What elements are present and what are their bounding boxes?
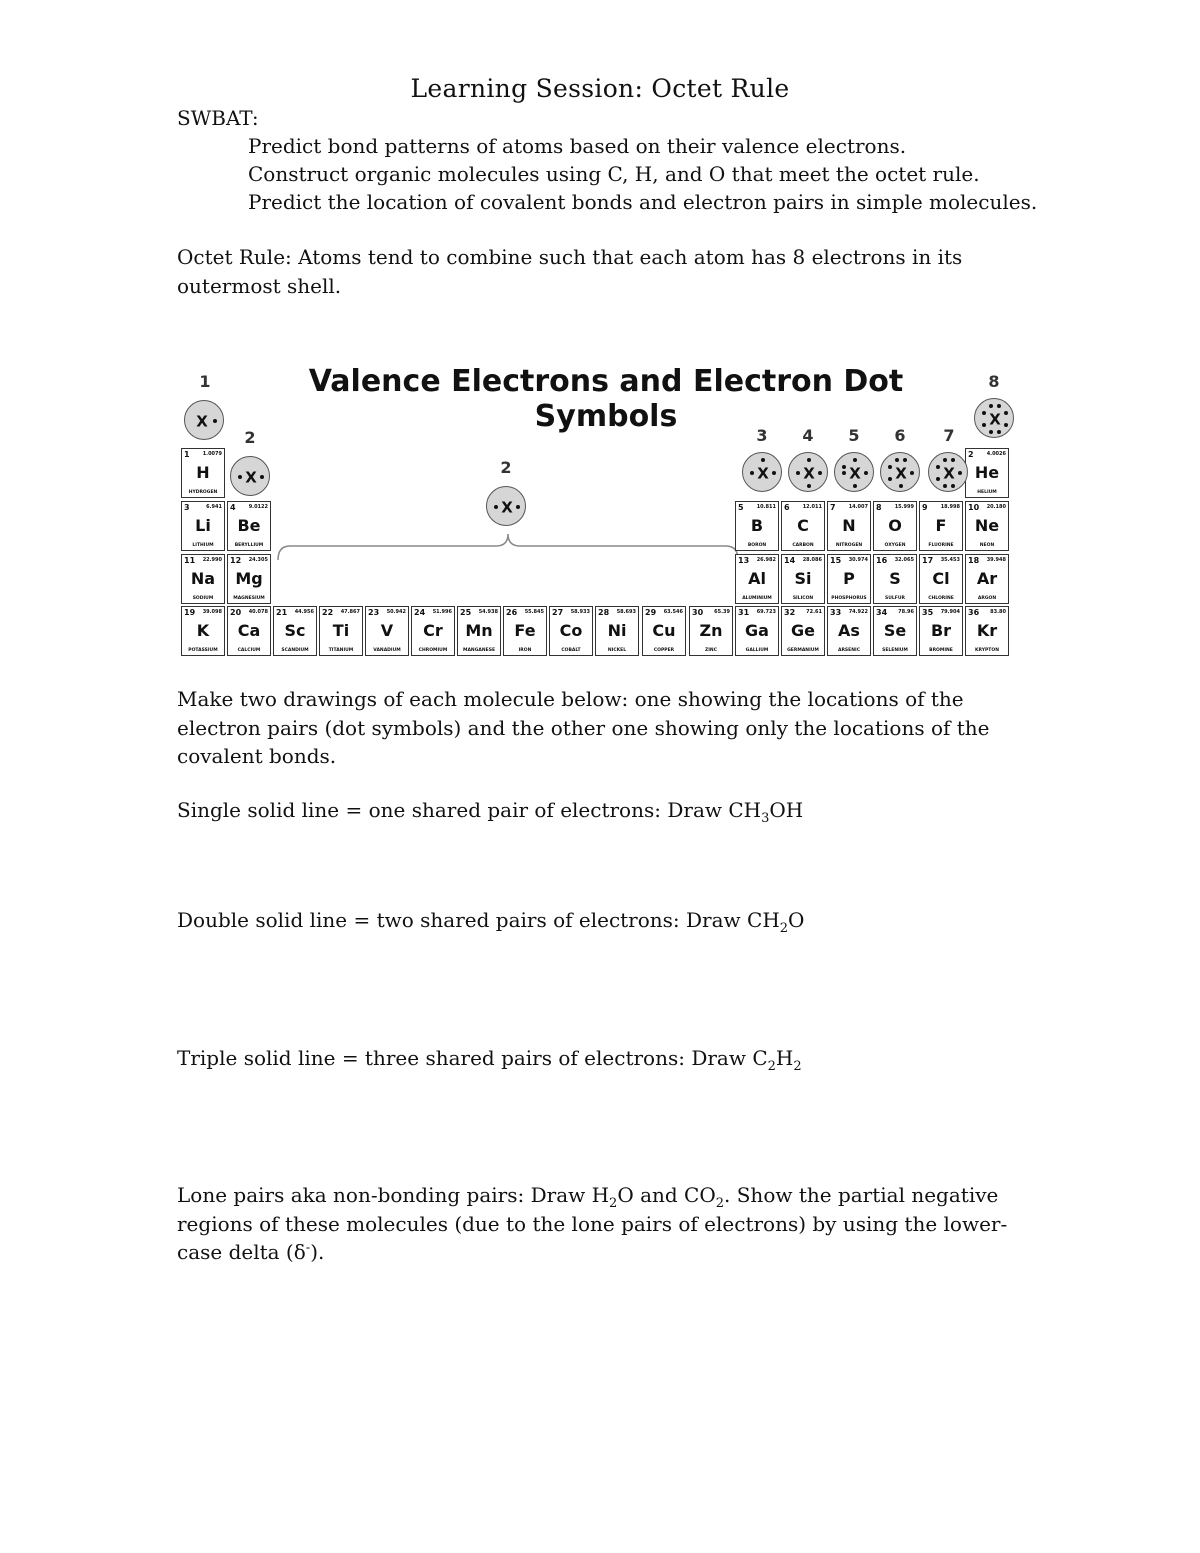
element-symbol: Al <box>748 569 766 588</box>
element-name: SULFUR <box>885 596 905 601</box>
dot-symbol-transition <box>486 486 526 526</box>
element-name: SELENIUM <box>882 648 908 653</box>
lone-pairs-superscript: - <box>305 1240 311 1256</box>
electron-dot <box>853 484 857 488</box>
atomic-mass: 10.811 <box>756 504 776 510</box>
atomic-number: 16 <box>876 556 888 565</box>
element-symbol: Ca <box>237 621 261 640</box>
element-cell-o <box>873 501 917 551</box>
objective-1: Predict bond patterns of atoms based on their valence electrons. <box>248 134 907 158</box>
atomic-mass: 20.180 <box>986 504 1006 510</box>
atomic-number: 22 <box>322 608 334 617</box>
element-symbol: Cl <box>932 569 950 588</box>
dot-symbol-group-7 <box>928 452 968 492</box>
electron-dot <box>213 419 217 423</box>
atomic-mass: 40.078 <box>248 609 268 615</box>
objective-2: Construct organic molecules using C, H, and O that meet the octet rule. <box>248 162 980 186</box>
atomic-number: 9 <box>922 503 928 512</box>
element-cell-br <box>919 606 963 656</box>
electron-dot <box>943 484 947 488</box>
atomic-number: 3 <box>184 503 190 512</box>
electron-dot <box>936 477 940 481</box>
atomic-number: 34 <box>876 608 888 617</box>
atomic-number: 12 <box>230 556 242 565</box>
element-symbol: S <box>889 569 901 588</box>
dot-symbol-group-1 <box>184 400 224 440</box>
element-name: VANADIUM <box>373 648 401 653</box>
electron-dot <box>842 465 846 469</box>
instructions-line-3: covalent bonds. <box>177 744 337 768</box>
element-name: BROMINE <box>929 648 953 653</box>
element-name: POTASSIUM <box>188 648 218 653</box>
element-symbol: Ar <box>976 569 998 588</box>
electron-dot <box>750 471 754 475</box>
element-cell-se <box>873 606 917 656</box>
atomic-mass: 79.904 <box>940 609 960 615</box>
element-symbol: V <box>380 621 394 640</box>
element-cell-mg <box>227 554 271 604</box>
group-label-7: 7 <box>943 426 955 445</box>
double-bond-tail: O <box>788 908 805 932</box>
group-label-3: 3 <box>756 426 768 445</box>
element-symbol: Li <box>195 516 211 535</box>
element-name: BORON <box>747 543 767 548</box>
atomic-number: 18 <box>968 556 980 565</box>
single-bond-tail: OH <box>769 798 804 822</box>
electron-dot <box>260 475 264 479</box>
atomic-mass: 72.61 <box>806 609 822 615</box>
element-symbol: B <box>750 516 764 535</box>
electron-dot <box>807 484 811 488</box>
lone-pairs-text-c: . Show the partial negative <box>724 1183 999 1207</box>
element-symbol: Si <box>794 569 812 588</box>
element-symbol: Ga <box>745 621 769 640</box>
atomic-mass: 18.998 <box>940 504 960 510</box>
atomic-mass: 32.065 <box>894 557 914 563</box>
element-cell-as <box>827 606 871 656</box>
instructions <box>177 685 1037 771</box>
electron-dot <box>997 430 1001 434</box>
atomic-number: 11 <box>184 556 196 565</box>
element-cell-k <box>181 606 225 656</box>
atomic-number: 21 <box>276 608 288 617</box>
element-name: CALCIUM <box>237 648 261 653</box>
dot-symbol-letter: X <box>895 464 907 483</box>
triple-bond-prompt <box>177 1044 802 1072</box>
atomic-mass: 24.305 <box>248 557 268 563</box>
element-name: BERYLLIUM <box>234 543 264 548</box>
atomic-mass: 74.922 <box>848 609 868 615</box>
lone-pairs-line-1 <box>177 1181 1037 1210</box>
atomic-number: 15 <box>830 556 842 565</box>
single-bond-subscript: 3 <box>761 811 770 826</box>
octet-rule-line-1: Octet Rule: Atoms tend to combine such that each atom has 8 electrons in its <box>177 245 963 269</box>
element-name: MAGNESIUM <box>233 596 265 601</box>
electron-dot <box>807 458 811 462</box>
dot-symbol-group-5 <box>834 452 874 492</box>
instructions-line-1: Make two drawings of each molecule below: one showing the locations of the <box>177 687 964 711</box>
element-name: KRYPTON <box>975 648 999 653</box>
element-symbol: Na <box>190 569 216 588</box>
element-cell-na <box>181 554 225 604</box>
atomic-number: 25 <box>460 608 472 617</box>
double-bond-text: Double solid line = two shared pairs of electrons: Draw CH <box>177 908 780 932</box>
atomic-mass: 47.867 <box>340 609 360 615</box>
element-cell-mn <box>457 606 501 656</box>
electron-dot <box>997 404 1001 408</box>
atomic-number: 36 <box>968 608 980 617</box>
atomic-mass: 28.086 <box>802 557 822 563</box>
lone-pairs-sub-b: 2 <box>715 1196 725 1211</box>
atomic-mass: 6.941 <box>206 504 222 510</box>
electron-dot <box>982 411 986 415</box>
element-cell-cl <box>919 554 963 604</box>
electron-dot <box>903 458 907 462</box>
atomic-number: 10 <box>968 503 980 512</box>
atomic-mass: 35.453 <box>940 557 960 563</box>
electron-dot <box>895 458 899 462</box>
element-cell-n <box>827 501 871 551</box>
triple-bond-text: Triple solid line = three shared pairs of electrons: Draw C <box>177 1046 768 1070</box>
electron-dot <box>982 423 986 427</box>
element-name: HYDROGEN <box>188 490 218 495</box>
element-symbol: Mn <box>465 621 493 640</box>
element-name: SCANDIUM <box>281 648 309 653</box>
element-symbol: N <box>842 516 856 535</box>
element-name: HELIUM <box>977 490 997 495</box>
triple-bond-subscript-1: 2 <box>767 1059 776 1074</box>
element-cell-v <box>365 606 409 656</box>
atomic-mass: 39.948 <box>986 557 1006 563</box>
dot-symbol-letter: X <box>943 464 955 483</box>
atomic-number: 1 <box>184 450 190 459</box>
element-cell-ca <box>227 606 271 656</box>
double-bond-subscript: 2 <box>779 921 789 936</box>
element-cell-zn <box>689 606 733 656</box>
electron-dot <box>989 430 993 434</box>
electron-dot <box>951 484 955 488</box>
single-bond-prompt <box>177 796 803 824</box>
group-label-8: 8 <box>988 372 1000 391</box>
element-cell-be <box>227 501 271 551</box>
element-symbol: Zn <box>699 621 723 640</box>
electron-dot <box>842 471 846 475</box>
atomic-mass: 65.39 <box>714 609 730 615</box>
atomic-mass: 50.942 <box>386 609 406 615</box>
element-symbol: As <box>838 621 860 640</box>
element-name: NITROGEN <box>835 543 863 548</box>
element-cell-ar <box>965 554 1009 604</box>
triple-bond-mid: H <box>775 1046 794 1070</box>
element-cell-ne <box>965 501 1009 551</box>
atomic-number: 29 <box>645 608 657 617</box>
element-symbol: Ne <box>974 516 1000 535</box>
electron-dot <box>1004 411 1008 415</box>
atomic-number: 7 <box>830 503 836 512</box>
atomic-number: 4 <box>230 503 236 512</box>
element-symbol: Sc <box>284 621 306 640</box>
swbat-label: SWBAT: <box>177 106 259 130</box>
element-name: NEON <box>979 543 995 548</box>
electron-dot <box>951 458 955 462</box>
element-cell-cu <box>642 606 686 656</box>
atomic-number: 32 <box>784 608 796 617</box>
atomic-mass: 83.80 <box>990 609 1006 615</box>
element-symbol: Kr <box>976 621 998 640</box>
element-name: SILICON <box>792 596 814 601</box>
element-name: NICKEL <box>607 648 627 653</box>
atomic-number: 13 <box>738 556 750 565</box>
atomic-mass: 14.007 <box>848 504 868 510</box>
atomic-mass: 78.96 <box>898 609 914 615</box>
valence-electron-figure <box>176 360 1022 662</box>
atomic-number: 28 <box>598 608 610 617</box>
element-name: CHROMIUM <box>418 648 448 653</box>
dot-symbol-letter: X <box>245 468 257 487</box>
element-symbol: Fe <box>514 621 536 640</box>
group-label-4: 4 <box>802 426 814 445</box>
element-symbol: Mg <box>235 569 263 588</box>
element-name: PHOSPHORUS <box>831 596 867 601</box>
lone-pairs-line-3a: case delta (δ <box>177 1240 306 1264</box>
element-symbol: Be <box>237 516 261 535</box>
element-cell-b <box>735 501 779 551</box>
objective-3: Predict the location of covalent bonds and electron pairs in simple molecules. <box>248 190 1038 214</box>
electron-dot <box>238 475 242 479</box>
electron-dot <box>494 505 498 509</box>
atomic-mass: 39.098 <box>202 609 222 615</box>
element-cell-li <box>181 501 225 551</box>
atomic-number: 30 <box>692 608 704 617</box>
element-name: GALLIUM <box>745 648 769 653</box>
lone-pairs-text-a: Lone pairs aka non-bonding pairs: Draw H <box>177 1183 610 1207</box>
atomic-mass: 22.990 <box>202 557 222 563</box>
atomic-number: 23 <box>368 608 380 617</box>
dot-symbol-group-2 <box>230 456 270 496</box>
group-label-1: 1 <box>199 372 211 391</box>
electron-dot <box>936 465 940 469</box>
atomic-mass: 26.982 <box>756 557 776 563</box>
element-symbol: He <box>974 463 1000 482</box>
page-title: Learning Session: Octet Rule <box>410 74 790 103</box>
dot-symbol-letter: X <box>989 410 1001 429</box>
electron-dot <box>888 477 892 481</box>
dot-symbol-group-8 <box>974 398 1014 438</box>
atomic-number: 33 <box>830 608 842 617</box>
atomic-number: 2 <box>968 450 974 459</box>
element-cell-he <box>965 448 1009 498</box>
double-bond-prompt <box>177 906 804 934</box>
atomic-number: 19 <box>184 608 196 617</box>
element-symbol: K <box>196 621 210 640</box>
instructions-line-2: electron pairs (dot symbols) and the other one showing only the locations of the <box>177 715 990 740</box>
dot-symbol-group-4 <box>788 452 828 492</box>
lone-pairs-line-3 <box>177 1238 1037 1267</box>
element-name: MANGANESE <box>462 648 496 653</box>
element-name: LITHIUM <box>192 543 214 548</box>
atomic-number: 6 <box>784 503 790 512</box>
atomic-number: 20 <box>230 608 242 617</box>
atomic-mass: 1.0079 <box>202 451 222 457</box>
element-cell-p <box>827 554 871 604</box>
element-name: COBALT <box>561 648 581 653</box>
atomic-mass: 4.0026 <box>986 451 1006 457</box>
lone-pairs-line-2: regions of these molecules (due to the lone pairs of electrons) by using the lower- <box>177 1211 1008 1236</box>
electron-dot <box>1004 423 1008 427</box>
atomic-mass: 54.938 <box>478 609 498 615</box>
dot-symbol-letter: X <box>196 412 208 431</box>
element-cell-ni <box>595 606 639 656</box>
dot-symbol-letter: X <box>501 498 513 517</box>
atomic-mass: 69.723 <box>756 609 776 615</box>
lone-pairs-prompt <box>177 1181 1037 1267</box>
element-name: IRON <box>518 648 532 653</box>
element-name: GERMANIUM <box>787 648 819 653</box>
electron-dot <box>796 471 800 475</box>
element-symbol: Se <box>883 621 907 640</box>
element-symbol: C <box>797 516 809 535</box>
element-name: ZINC <box>704 648 717 653</box>
element-cell-ge <box>781 606 825 656</box>
atomic-number: 17 <box>922 556 934 565</box>
electron-dot <box>958 471 962 475</box>
element-name: SODIUM <box>192 596 214 601</box>
electron-dot <box>888 465 892 469</box>
element-symbol: F <box>935 516 947 535</box>
element-name: ALUMINIUM <box>742 596 772 601</box>
atomic-mass: 63.546 <box>663 609 683 615</box>
element-cell-c <box>781 501 825 551</box>
element-cell-al <box>735 554 779 604</box>
element-cell-s <box>873 554 917 604</box>
atomic-number: 31 <box>738 608 750 617</box>
dot-symbol-group-6 <box>880 452 920 492</box>
octet-rule-line-2: outermost shell. <box>177 273 342 298</box>
atomic-mass: 15.999 <box>894 504 914 510</box>
element-name: FLUORINE <box>928 543 954 548</box>
element-symbol: Co <box>559 621 583 640</box>
element-symbol: P <box>843 569 855 588</box>
atomic-mass: 44.956 <box>294 609 314 615</box>
atomic-number: 26 <box>506 608 518 617</box>
dot-symbol-group-3 <box>742 452 782 492</box>
element-cell-co <box>549 606 593 656</box>
element-symbol: Cu <box>652 621 676 640</box>
element-cell-ga <box>735 606 779 656</box>
electron-dot <box>761 458 765 462</box>
electron-dot <box>772 471 776 475</box>
atomic-number: 35 <box>922 608 934 617</box>
element-name: CHLORINE <box>928 596 954 601</box>
electron-dot <box>899 484 903 488</box>
element-symbol: Ni <box>607 621 627 640</box>
atomic-mass: 30.974 <box>848 557 868 563</box>
electron-dot <box>989 404 993 408</box>
atomic-mass: 55.845 <box>524 609 544 615</box>
electron-dot <box>864 471 868 475</box>
atomic-number: 5 <box>738 503 744 512</box>
atomic-number: 8 <box>876 503 882 512</box>
atomic-mass: 12.011 <box>802 504 822 510</box>
lone-pairs-sub-a: 2 <box>609 1196 618 1211</box>
element-symbol: Cr <box>423 621 443 640</box>
electron-dot <box>818 471 822 475</box>
electron-dot <box>943 458 947 462</box>
element-cell-si <box>781 554 825 604</box>
electron-dot <box>910 471 914 475</box>
dot-symbol-letter: X <box>849 464 861 483</box>
group-label-2-transition: 2 <box>500 458 512 477</box>
lone-pairs-line-3b: ). <box>310 1240 325 1264</box>
group-label-6: 6 <box>894 426 906 445</box>
element-name: ARSENIC <box>837 648 860 653</box>
element-symbol: O <box>888 516 902 535</box>
element-symbol: Br <box>930 621 952 640</box>
element-name: OXYGEN <box>884 543 906 548</box>
element-symbol: Ge <box>791 621 815 640</box>
dot-symbol-letter: X <box>757 464 769 483</box>
element-cell-fe <box>503 606 547 656</box>
element-cell-h <box>181 448 225 498</box>
electron-dot <box>853 458 857 462</box>
element-symbol: Ti <box>332 621 350 640</box>
figure-title: Valence Electrons and Electron Dot Symbols <box>308 364 904 434</box>
element-cell-ti <box>319 606 363 656</box>
dot-symbol-letter: X <box>803 464 815 483</box>
atomic-mass: 58.933 <box>570 609 590 615</box>
atomic-mass: 51.996 <box>432 609 452 615</box>
element-cell-cr <box>411 606 455 656</box>
octet-rule-definition <box>177 243 1037 300</box>
element-name: TITANIUM <box>328 648 354 653</box>
atomic-mass: 58.693 <box>616 609 636 615</box>
element-name: CARBON <box>792 543 814 548</box>
atomic-number: 14 <box>784 556 796 565</box>
lone-pairs-text-b: O and CO <box>617 1183 716 1207</box>
triple-bond-subscript-2: 2 <box>793 1059 802 1074</box>
electron-dot <box>516 505 520 509</box>
element-cell-kr <box>965 606 1009 656</box>
transition-brace <box>276 532 740 562</box>
group-label-5: 5 <box>848 426 860 445</box>
group-label-2: 2 <box>244 428 256 447</box>
element-cell-sc <box>273 606 317 656</box>
atomic-number: 24 <box>414 608 426 617</box>
element-name: COPPER <box>653 648 675 653</box>
element-cell-f <box>919 501 963 551</box>
atomic-number: 27 <box>552 608 564 617</box>
element-symbol: H <box>196 463 210 482</box>
element-name: ARGON <box>977 596 997 601</box>
atomic-mass: 9.0122 <box>248 504 268 510</box>
single-bond-text: Single solid line = one shared pair of electrons: Draw CH <box>177 798 762 822</box>
